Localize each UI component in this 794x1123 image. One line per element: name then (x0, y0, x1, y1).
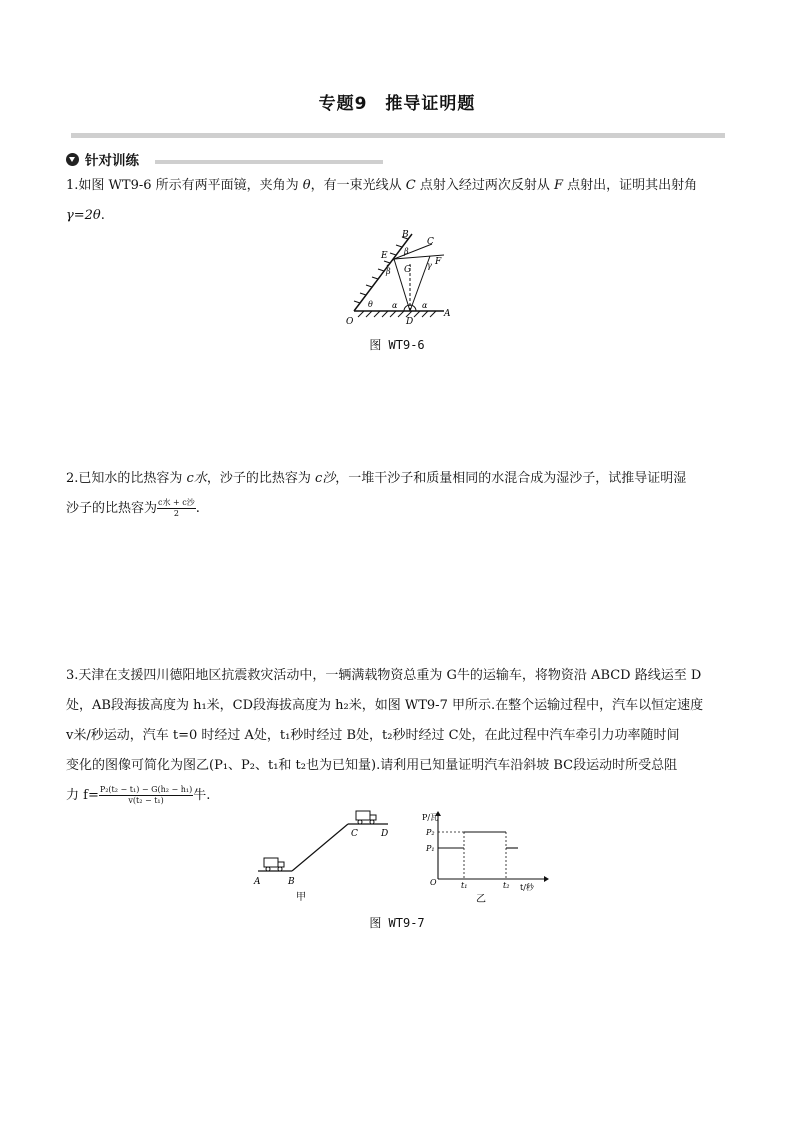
q2-text-c: ，一堆干沙子和质量相同的水混合成为湿沙子，试推导证明湿 (335, 471, 687, 486)
yi-p1-label: P₁ (426, 844, 435, 853)
fig1-label-b: B (402, 230, 409, 240)
yi-t1-label: t₁ (461, 881, 468, 890)
fig1-label-beta-left: β (386, 267, 391, 276)
q1-text-b: ，有一束光线从 (310, 178, 406, 193)
triangle-down-icon (66, 153, 79, 166)
jia-label-b: B (288, 877, 295, 887)
fig1-label-theta: θ (368, 300, 373, 309)
q2-text-b: ，沙子的比热容为 (206, 471, 315, 486)
power-graph-yi (422, 808, 550, 908)
q1-theta: θ (302, 178, 311, 193)
q2-text-a: 已知水的比热容为 (78, 471, 187, 486)
question-2 (66, 464, 728, 524)
truck-icon (264, 858, 284, 871)
fig1-label-beta-top: β (404, 247, 409, 256)
fig1-label-alpha-left: α (392, 301, 398, 310)
section-header (66, 150, 139, 168)
jia-label-a: A (254, 877, 261, 887)
fig1-label-g: G (404, 265, 412, 275)
q2-c-sand: c沙 (314, 471, 336, 486)
yi-y-axis-label: P/瓦 (422, 813, 439, 822)
q1-number: 1. (66, 178, 79, 193)
question-3 (66, 661, 728, 811)
section-divider (155, 160, 383, 164)
q2-frac-num: c水 + c沙 (158, 498, 195, 507)
q3-line5-b: 牛. (193, 788, 211, 803)
fig1-label-e: E (381, 251, 388, 261)
fig1-label-o: O (346, 317, 354, 327)
q3-frac-num: P₂(t₂ − t₁) − G(h₂ − h₁) (99, 785, 193, 794)
fig1-label-c: C (427, 237, 434, 247)
question-1 (66, 171, 728, 231)
q2-c-water: c水 (186, 471, 207, 486)
figure-caption-wt9-6: 图 WT9-6 (369, 338, 425, 352)
q2-text-d: 沙子的比热容为 (66, 501, 158, 516)
q1-point-f: F (553, 178, 563, 193)
yi-caption: 乙 (476, 894, 486, 905)
jia-label-c: C (351, 829, 358, 839)
section-label: 针对训练 (85, 153, 139, 169)
fig1-label-alpha-right: α (422, 301, 428, 310)
q1-text-c: 点射入经过两次反射从 (415, 178, 554, 193)
q3-line2: 处，AB段海拔高度为 h₁米，CD段海拔高度为 h₂米，如图 WT9-7 甲所示.在整个运输过程中，汽车以恒定速度 (66, 698, 704, 713)
fig1-label-f: F (435, 257, 442, 267)
title-divider (71, 133, 725, 138)
yi-p2-label: P₂ (426, 828, 435, 837)
truck-icon (356, 811, 376, 824)
q3-line1: 天津在支援四川德阳地区抗震救灾活动中，一辆满载物资总重为 G牛的运输车，将物资沿 ABCD 路线运至 D (78, 668, 702, 683)
q2-end: . (195, 501, 200, 516)
q3-line4: 变化的图像可简化为图乙(P₁、P₂、t₁和 t₂也为已知量).请利用已知量证明汽车沿斜坡 BC段运动时所受总阻 (66, 758, 678, 773)
jia-caption: 甲 (296, 892, 306, 903)
figure-caption-wt9-7: 图 WT9-7 (369, 916, 425, 930)
q3-frac-den: v(t₂ − t₁) (128, 796, 164, 805)
yi-origin-label: O (430, 878, 437, 887)
q1-text-d: 点射出，证明其出射角 (563, 178, 698, 193)
mirror-figure (340, 226, 460, 328)
q3-fraction (99, 785, 193, 806)
page-title: 专题9 推导证明题 (318, 94, 476, 114)
fig1-label-gamma: γ (427, 261, 432, 270)
fig1-label-d: D (406, 317, 414, 327)
q1-text-a: 如图 WT9-6 所示有两平面镜，夹角为 (78, 178, 303, 193)
yi-t2-label: t₂ (503, 881, 510, 890)
q1-gamma-expr: γ=2θ (66, 208, 101, 223)
q2-number: 2. (66, 471, 79, 486)
q3-number: 3. (66, 668, 79, 683)
fig1-label-a: A (444, 309, 451, 319)
q2-frac-den: 2 (173, 509, 179, 518)
q1-end: . (100, 208, 105, 223)
yi-x-axis-label: t/秒 (520, 883, 534, 892)
q2-fraction (157, 498, 196, 519)
jia-label-d: D (381, 829, 389, 839)
q1-point-c: C (405, 178, 416, 193)
road-figure-jia (250, 808, 400, 904)
q3-line3: v米/秒运动，汽车 t=0 时经过 A处，t₁秒时经过 B处，t₂秒时经过 C处，在此过程中汽车牵引力功率随时间 (66, 728, 680, 743)
q3-line5-a: 力 f= (66, 788, 99, 803)
